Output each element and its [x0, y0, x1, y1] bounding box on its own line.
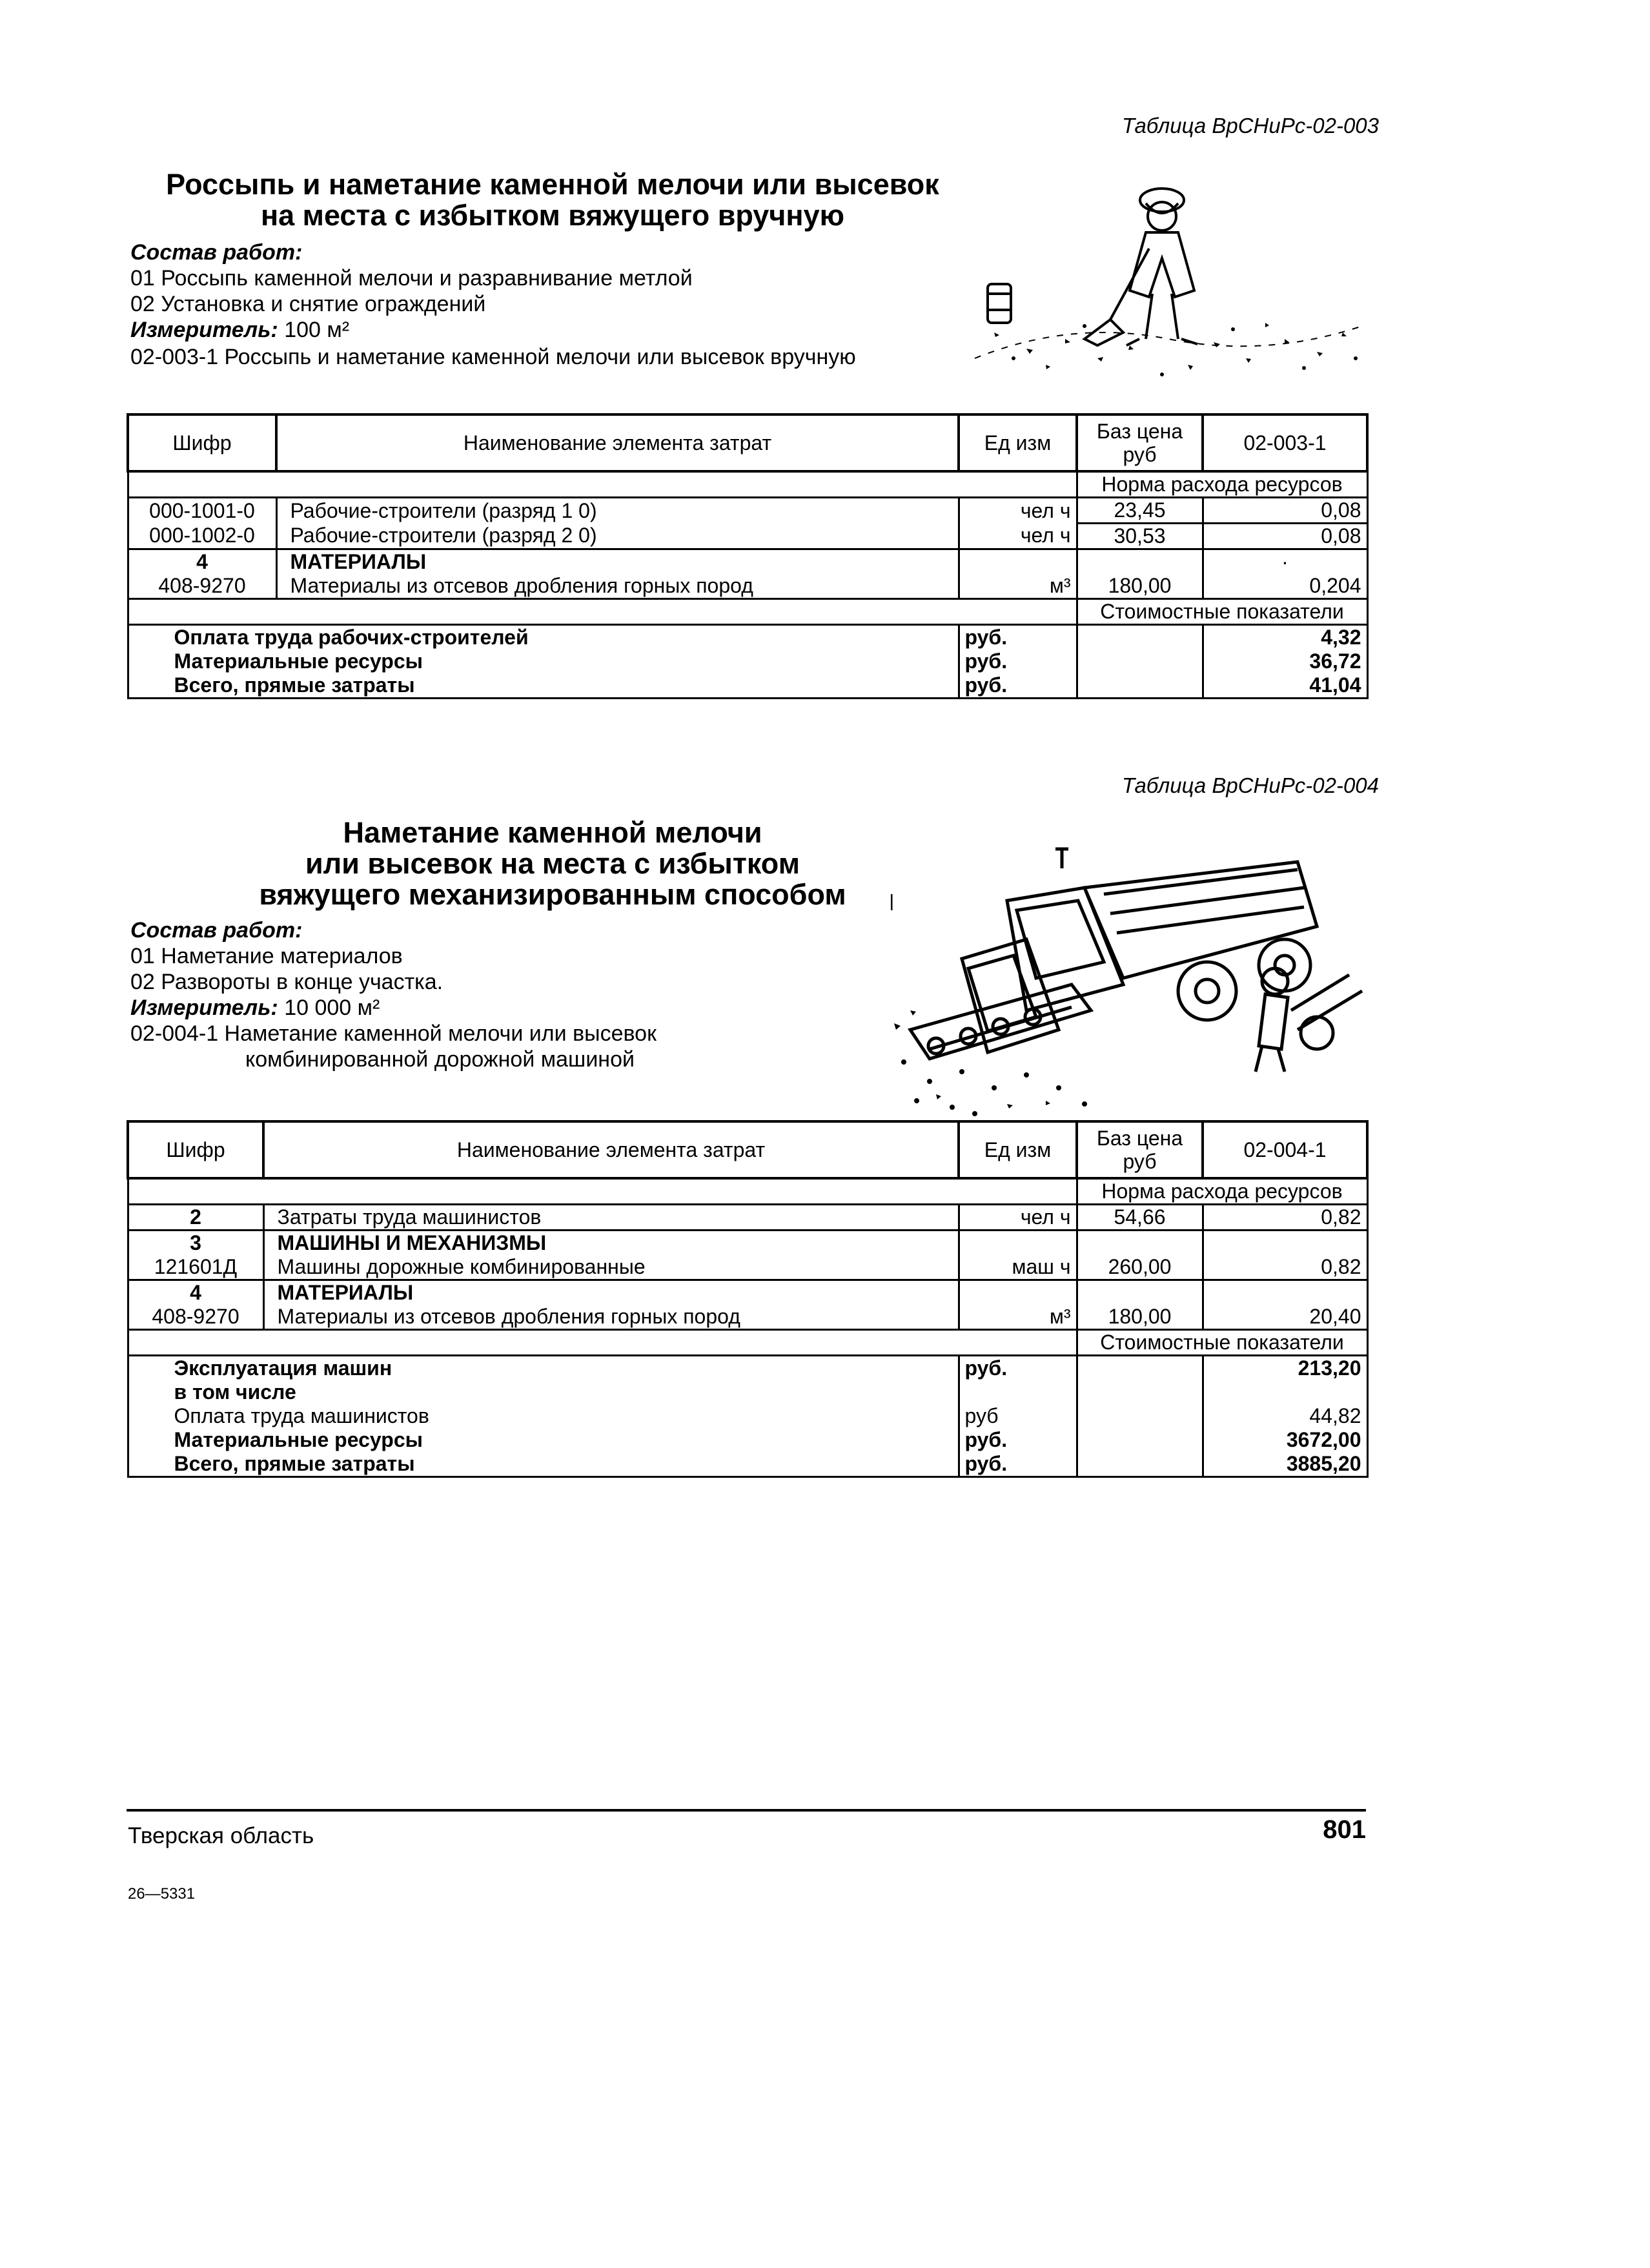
izmeritel-label: Измеритель:	[130, 996, 278, 1020]
cell-price: 54,66	[1077, 1205, 1203, 1231]
stoim-label: Стоимостные показатели	[1077, 599, 1367, 625]
cell-shifr: 000-1001-0	[128, 498, 276, 524]
section-label-row	[128, 1178, 1367, 1205]
col-header-unit: Ед изм	[959, 1121, 1077, 1178]
cell-unit: чел ч	[959, 524, 1077, 549]
cell-unit: чел ч	[959, 498, 1077, 524]
total-row	[128, 1428, 1367, 1452]
col-header-unit: Ед изм	[959, 414, 1077, 471]
footer-divider	[127, 1809, 1366, 1812]
table-row	[128, 1205, 1367, 1231]
cell-shifr: 4	[128, 549, 276, 575]
total-unit: руб.	[959, 673, 1077, 699]
total-name: Оплата труда машинистов	[128, 1404, 959, 1428]
col-header-shifr: Шифр	[128, 1121, 263, 1178]
cell-name: Материалы из отсевов дробления горных пород	[276, 574, 959, 599]
cost-table	[127, 1120, 1369, 1478]
table-ref: Таблица ВрСНиРс-02-004	[1122, 773, 1379, 797]
total-name: Материальные ресурсы	[128, 649, 959, 673]
sostav-label: Состав работ:	[130, 240, 303, 265]
cell-shifr: 3	[128, 1231, 263, 1256]
cell-price: 180,00	[1077, 1305, 1203, 1330]
table-row	[128, 574, 1367, 599]
total-name: Всего, прямые затраты	[128, 1452, 959, 1477]
code-line: 02-003-1 Россыпь и наметание каменной мелочи или высевок вручную	[130, 345, 856, 369]
cell-price	[1077, 1280, 1203, 1305]
section-label-row	[128, 599, 1367, 625]
col-header-price: Баз цена руб	[1077, 1121, 1203, 1178]
cell-name: Затраты труда машинистов	[263, 1205, 959, 1231]
title-line: Россыпь и наметание каменной мелочи или высевок	[166, 168, 939, 201]
total-row	[128, 673, 1367, 699]
cell-price: 180,00	[1077, 574, 1203, 599]
table-row	[128, 1280, 1367, 1305]
print-code: 26—5331	[128, 1885, 196, 1903]
total-unit: руб	[959, 1404, 1077, 1428]
work-item: 01 Россыпь каменной мелочи и разравнивание метлой	[130, 266, 693, 291]
col-header-name: Наименование элемента затрат	[276, 414, 959, 471]
cell-unit	[959, 1280, 1077, 1305]
page-number: 801	[1323, 1815, 1366, 1844]
code-line: 02-004-1 Наметание каменной мелочи или высевок	[130, 1021, 657, 1046]
table-header-row	[128, 1121, 1367, 1178]
cell-shifr: 121601Д	[128, 1255, 263, 1280]
total-name: в том числе	[128, 1380, 959, 1404]
section-label-row	[128, 1330, 1367, 1356]
cell-shifr: 000-1002-0	[128, 524, 276, 549]
total-unit: руб.	[959, 625, 1077, 650]
cell-unit: маш ч	[959, 1255, 1077, 1280]
total-value: 3885,20	[1203, 1452, 1367, 1477]
cell-value: 0,82	[1203, 1255, 1367, 1280]
cell-name: МАШИНЫ И МЕХАНИЗМЫ	[263, 1231, 959, 1256]
total-value: 213,20	[1203, 1356, 1367, 1381]
stoim-label: Стоимостные показатели	[1077, 1330, 1367, 1356]
cell-shifr: 408-9270	[128, 574, 276, 599]
section-title	[127, 169, 979, 231]
title-line: на места с избытком вяжущего вручную	[260, 199, 845, 232]
total-row	[128, 1452, 1367, 1477]
cell-name: Машины дорожные комбинированные	[263, 1255, 959, 1280]
worker-sweeping-illustration	[968, 165, 1369, 384]
cell-unit: м³	[959, 1305, 1077, 1330]
izmeritel-line	[130, 318, 349, 342]
cell-value: 0,82	[1203, 1205, 1367, 1231]
izmeritel-label: Измеритель:	[130, 318, 278, 342]
total-unit	[959, 1380, 1077, 1404]
road-machine-illustration	[891, 817, 1369, 1120]
total-value: 36,72	[1203, 649, 1367, 673]
table-header-row	[128, 414, 1367, 471]
total-value: 44,82	[1203, 1404, 1367, 1428]
izmeritel-value: 10 000 м²	[284, 996, 380, 1020]
total-unit: руб.	[959, 1356, 1077, 1381]
cell-value: 0,204	[1203, 574, 1367, 599]
total-unit: руб.	[959, 649, 1077, 673]
izmeritel-line	[130, 996, 380, 1020]
sostav-label: Состав работ:	[130, 918, 303, 943]
table-row	[128, 1305, 1367, 1330]
cell-name: Материалы из отсевов дробления горных пород	[263, 1305, 959, 1330]
cell-name: МАТЕРИАЛЫ	[263, 1280, 959, 1305]
total-value: 3672,00	[1203, 1428, 1367, 1452]
cell-shifr: 2	[128, 1205, 263, 1231]
cell-price: 23,45	[1077, 498, 1203, 524]
total-name: Оплата труда рабочих-строителей	[128, 625, 959, 650]
col-header-shifr: Шифр	[128, 414, 276, 471]
norma-label: Норма расхода ресурсов	[1077, 471, 1367, 498]
title-line: Наметание каменной мелочи	[343, 816, 762, 849]
title-line: вяжущего механизированным способом	[259, 878, 846, 911]
cell-value: 0,08	[1203, 524, 1367, 549]
cell-unit: м³	[959, 574, 1077, 599]
table-row	[128, 1231, 1367, 1256]
total-name: Эксплуатация машин	[128, 1356, 959, 1381]
total-value: 41,04	[1203, 673, 1367, 699]
total-row	[128, 1380, 1367, 1404]
col-header-code: 02-004-1	[1203, 1121, 1367, 1178]
total-name: Всего, прямые затраты	[128, 673, 959, 699]
table-row	[128, 498, 1367, 524]
title-line: или высевок на места с избытком	[305, 847, 800, 880]
section-label-row	[128, 471, 1367, 498]
total-value: 4,32	[1203, 625, 1367, 650]
cell-name: МАТЕРИАЛЫ	[276, 549, 959, 575]
cell-shifr: 4	[128, 1280, 263, 1305]
cell-price	[1077, 549, 1203, 575]
code-line: комбинированной дорожной машиной	[245, 1047, 635, 1072]
izmeritel-value: 100 м²	[284, 318, 350, 342]
total-value	[1203, 1380, 1367, 1404]
cell-unit	[959, 1231, 1077, 1256]
cell-unit	[959, 549, 1077, 575]
work-item: 02 Установка и снятие ограждений	[130, 292, 486, 316]
footer-region: Тверская область	[128, 1823, 314, 1848]
cell-value	[1203, 1231, 1367, 1256]
total-row	[128, 1356, 1367, 1381]
cell-price: 30,53	[1077, 524, 1203, 549]
cell-value: ·	[1203, 549, 1367, 575]
table-row	[128, 524, 1367, 549]
cell-unit: чел ч	[959, 1205, 1077, 1231]
total-unit: руб.	[959, 1428, 1077, 1452]
col-header-price: Баз цена руб	[1077, 414, 1203, 471]
section-title	[127, 817, 979, 910]
cell-name: Рабочие-строители (разряд 1 0)	[276, 498, 959, 524]
col-header-name: Наименование элемента затрат	[263, 1121, 959, 1178]
norma-label: Норма расхода ресурсов	[1077, 1178, 1367, 1205]
work-item: 02 Развороты в конце участка.	[130, 970, 443, 994]
cell-price	[1077, 1231, 1203, 1256]
total-row	[128, 625, 1367, 650]
cell-value: 0,08	[1203, 498, 1367, 524]
total-row	[128, 1404, 1367, 1428]
total-row	[128, 649, 1367, 673]
table-row	[128, 1255, 1367, 1280]
cell-value	[1203, 1280, 1367, 1305]
total-name: Материальные ресурсы	[128, 1428, 959, 1452]
cost-table	[127, 413, 1369, 699]
cell-value: 20,40	[1203, 1305, 1367, 1330]
work-item: 01 Наметание материалов	[130, 944, 403, 968]
table-row	[128, 549, 1367, 575]
cell-shifr: 408-9270	[128, 1305, 263, 1330]
table-ref: Таблица ВрСНиРс-02-003	[1122, 114, 1379, 138]
col-header-code: 02-003-1	[1203, 414, 1367, 471]
cell-price: 260,00	[1077, 1255, 1203, 1280]
total-unit: руб.	[959, 1452, 1077, 1477]
cell-name: Рабочие-строители (разряд 2 0)	[276, 524, 959, 549]
